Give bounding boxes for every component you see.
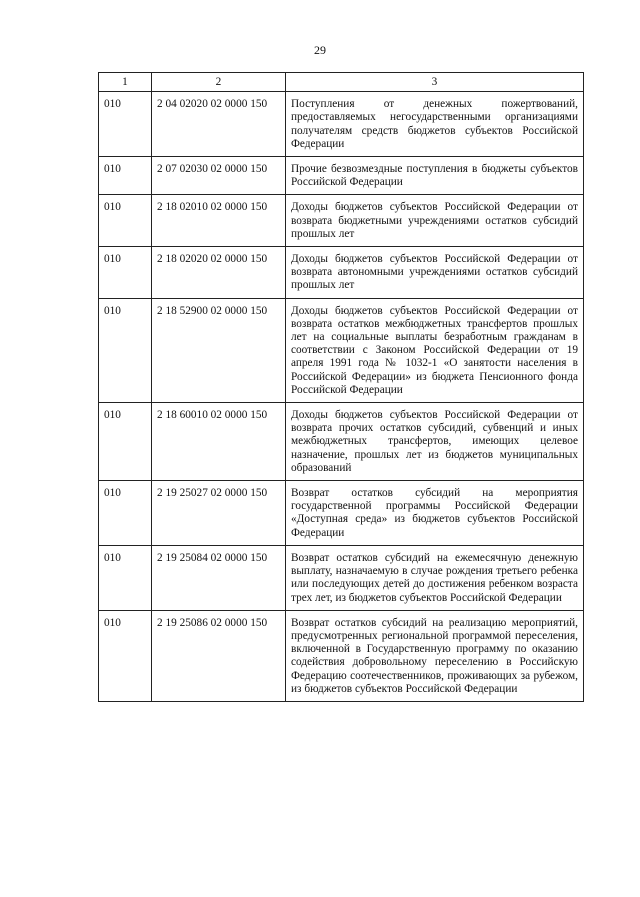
description-cell: Доходы бюджетов субъектов Российской Федерации от возврата бюджетными учреждениями остатков субсидий прошлых лет	[286, 195, 584, 247]
description-cell: Доходы бюджетов субъектов Российской Федерации от возврата автономными учреждениями остатков субсидий прошлых лет	[286, 247, 584, 299]
description-cell: Прочие безвозмездные поступления в бюджеты субъектов Российской Федерации	[286, 157, 584, 195]
budget-code-cell: 2 18 52900 02 0000 150	[152, 298, 286, 402]
description-cell: Возврат остатков субсидий на реализацию мероприятий, предусмотренных региональной программой переселения, включенной в Государственную программу по оказанию содействия добровольному переселению в Российскую Федерацию соотечественников, проживающих за рубежом, из бюджетов субъектов Российской Федерации	[286, 610, 584, 701]
header-col-2: 2	[152, 73, 286, 92]
header-col-1: 1	[99, 73, 152, 92]
budget-code-cell: 2 18 02010 02 0000 150	[152, 195, 286, 247]
admin-code-cell: 010	[99, 403, 152, 481]
admin-code-cell: 010	[99, 610, 152, 701]
table-row	[99, 545, 584, 610]
description-cell: Возврат остатков субсидий на мероприятия государственной программы Российской Федерации «Доступная среда» из бюджетов субъектов Российской Федерации	[286, 481, 584, 546]
table-row	[99, 481, 584, 546]
admin-code-cell: 010	[99, 92, 152, 157]
table-row	[99, 92, 584, 157]
table-row	[99, 403, 584, 481]
income-codes-table	[98, 72, 584, 702]
table-row	[99, 157, 584, 195]
budget-code-cell: 2 19 25084 02 0000 150	[152, 545, 286, 610]
budget-code-cell: 2 04 02020 02 0000 150	[152, 92, 286, 157]
admin-code-cell: 010	[99, 157, 152, 195]
admin-code-cell: 010	[99, 247, 152, 299]
admin-code-cell: 010	[99, 545, 152, 610]
budget-code-cell: 2 19 25086 02 0000 150	[152, 610, 286, 701]
table-row	[99, 298, 584, 402]
description-cell: Доходы бюджетов субъектов Российской Федерации от возврата остатков межбюджетных трансфертов прошлых лет на социальные выплаты безработным гражданам в соответствии с Законом Российской Федерации от 19 апреля 1991 года № 1032-1 «О занятости населения в Российской Федерации» из бюджета Пенсионного фонда Российской Федерации	[286, 298, 584, 402]
budget-code-cell: 2 18 60010 02 0000 150	[152, 403, 286, 481]
budget-code-cell: 2 07 02030 02 0000 150	[152, 157, 286, 195]
description-cell: Доходы бюджетов субъектов Российской Федерации от возврата прочих остатков субсидий, субвенций и иных межбюджетных трансфертов, имеющих целевое назначение, прошлых лет из бюджетов муниципальных образований	[286, 403, 584, 481]
admin-code-cell: 010	[99, 481, 152, 546]
admin-code-cell: 010	[99, 195, 152, 247]
description-cell: Возврат остатков субсидий на ежемесячную денежную выплату, назначаемую в случае рождения третьего ребенка или последующих детей до достижения ребенком возраста трех лет, из бюджетов субъектов Российской Федерации	[286, 545, 584, 610]
header-col-3: 3	[286, 73, 584, 92]
table-header-row	[99, 73, 584, 92]
page-number: 29	[314, 43, 326, 57]
admin-code-cell: 010	[99, 298, 152, 402]
table-row	[99, 247, 584, 299]
table-row	[99, 610, 584, 701]
description-cell: Поступления от денежных пожертвований, предоставляемых негосударственными организациями получателям средств бюджетов субъектов Российской Федерации	[286, 92, 584, 157]
table-row	[99, 195, 584, 247]
budget-code-cell: 2 19 25027 02 0000 150	[152, 481, 286, 546]
budget-code-cell: 2 18 02020 02 0000 150	[152, 247, 286, 299]
